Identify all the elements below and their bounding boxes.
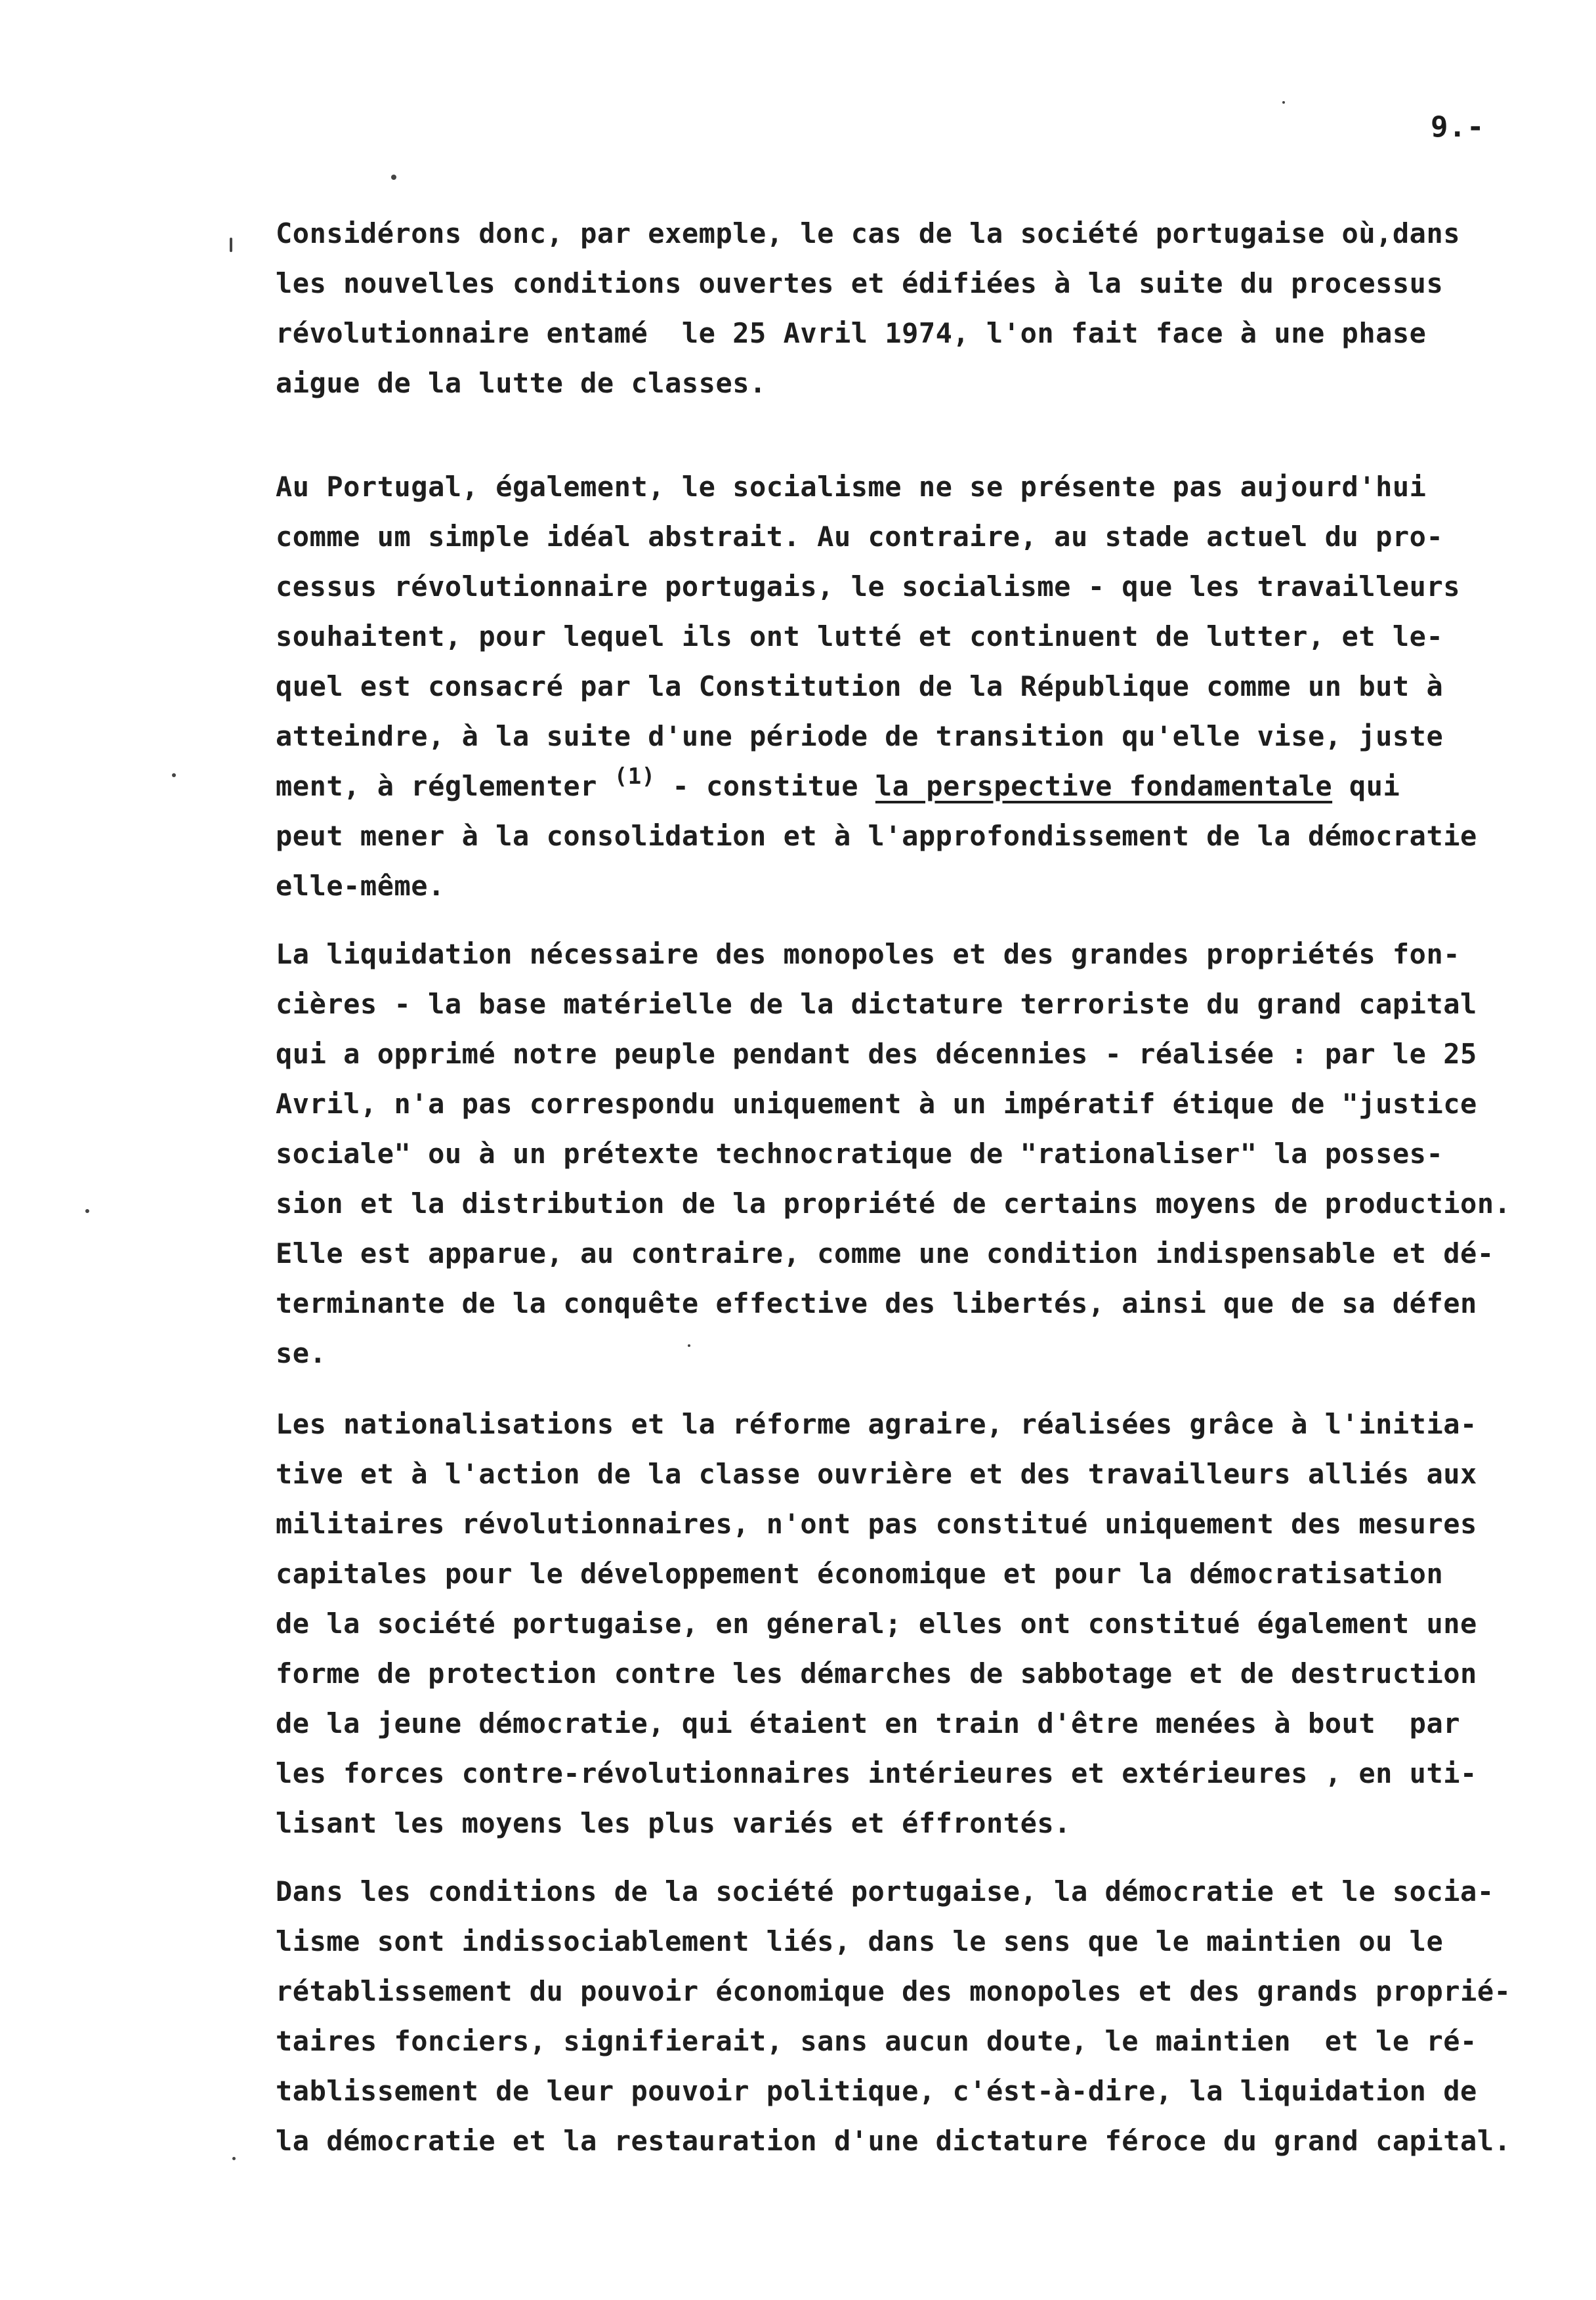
text-line: forme de protection contre les démarches de sabbotage et de destruction [276,1657,1477,1690]
text-line: lisant les moyens les plus variés et éffrontés. [276,1807,1071,1839]
text-line: elle-même. [276,870,445,902]
text-line: tablissement de leur pouvoir politique, c'ést-à-dire, la liquidation de [276,2075,1477,2107]
text-segment: ment, à réglementer [276,770,614,802]
text-line: militaires révolutionnaires, n'ont pas constitué uniquement des mesures [276,1508,1477,1540]
text-line: Dans les conditions de la société portugaise, la démocratie et le socia- [276,1875,1494,1907]
text-line: Considérons donc, par exemple, le cas de la société portugaise où,dans [276,217,1461,249]
text-segment: - constitue [655,770,875,802]
text-line: terminante de la conquête effective des libertés, ainsi que de sa défen [276,1287,1477,1319]
text-line: sociale" ou à un prétexte technocratique de "rationaliser" la posses- [276,1138,1444,1170]
text-line: de la société portugaise, en géneral; elles ont constitué également une [276,1608,1477,1640]
scan-speck [230,238,232,252]
text-line: aigue de la lutte de classes. [276,367,766,399]
text-line: de la jeune démocratie, qui étaient en train d'être menées à bout par [276,1707,1461,1739]
text-line: comme um simple idéal abstrait. Au contraire, au stade actuel du pro- [276,521,1444,553]
text-line: taires fonciers, signifierait, sans aucun doute, le maintien et le ré- [276,2025,1477,2057]
scan-speck [391,175,396,180]
text-line: peut mener à la consolidation et à l'approfondissement de la démocratie [276,820,1477,852]
underlined-phrase: la perspective fondamentale [875,770,1333,802]
paragraph-2 [276,462,1562,911]
text-line: cessus révolutionnaire portugais, le socialisme - que les travailleurs [276,570,1461,603]
text-line: se. [276,1337,327,1369]
paragraph-5 [276,1867,1562,2166]
text-line: les forces contre-révolutionnaires intérieures et extérieures , en uti- [276,1757,1477,1789]
text-line: Au Portugal, également, le socialisme ne se présente pas aujourd'hui [276,471,1427,503]
text-line: capitales pour le développement économique et pour la démocratisation [276,1558,1444,1590]
text-line: sion et la distribution de la propriété de certains moyens de production. [276,1187,1511,1220]
footnote-marker: (1) [614,763,656,790]
text-line: tive et à l'action de la classe ouvrière et des travailleurs alliés aux [276,1458,1477,1490]
paragraph-4 [276,1399,1562,1848]
text-line: lisme sont indissociablement liés, dans le sens que le maintien ou le [276,1925,1444,1957]
scan-speck [1282,101,1285,104]
text-line: Avril, n'a pas correspondu uniquement à un impératif étique de "justice [276,1088,1477,1120]
text-line: atteindre, à la suite d'une période de transition qu'elle vise, juste [276,720,1444,752]
text-line: quel est consacré par la Constitution de la République comme un but à [276,670,1444,702]
paragraph-1 [276,209,1562,408]
text-line: la démocratie et la restauration d'une dictature féroce du grand capital. [276,2125,1511,2157]
text-line: souhaitent, pour lequel ils ont lutté et continuent de lutter, et le- [276,620,1444,652]
text-line-with-footnote [276,761,1562,811]
text-line: Elle est apparue, au contraire, comme une condition indispensable et dé- [276,1237,1494,1269]
text-line: Les nationalisations et la réforme agraire, réalisées grâce à l'initia- [276,1408,1477,1440]
page-number: 9.- [1431,110,1485,144]
text-segment: qui [1332,770,1400,802]
text-line: les nouvelles conditions ouvertes et édifiées à la suite du processus [276,267,1444,299]
scan-speck [85,1209,89,1213]
scan-speck [688,1344,690,1347]
text-line: La liquidation nécessaire des monopoles et des grandes propriétés fon- [276,938,1461,970]
text-line: révolutionnaire entamé le 25 Avril 1974, l'on fait face à une phase [276,317,1427,349]
paragraph-3 [276,929,1562,1378]
scan-speck [172,773,176,777]
scan-speck [232,2157,236,2160]
text-line: rétablissement du pouvoir économique des monopoles et des grands proprié- [276,1975,1511,2007]
text-line: cières - la base matérielle de la dictature terroriste du grand capital [276,988,1477,1020]
text-line: qui a opprimé notre peuple pendant des décennies - réalisée : par le 25 [276,1038,1477,1070]
